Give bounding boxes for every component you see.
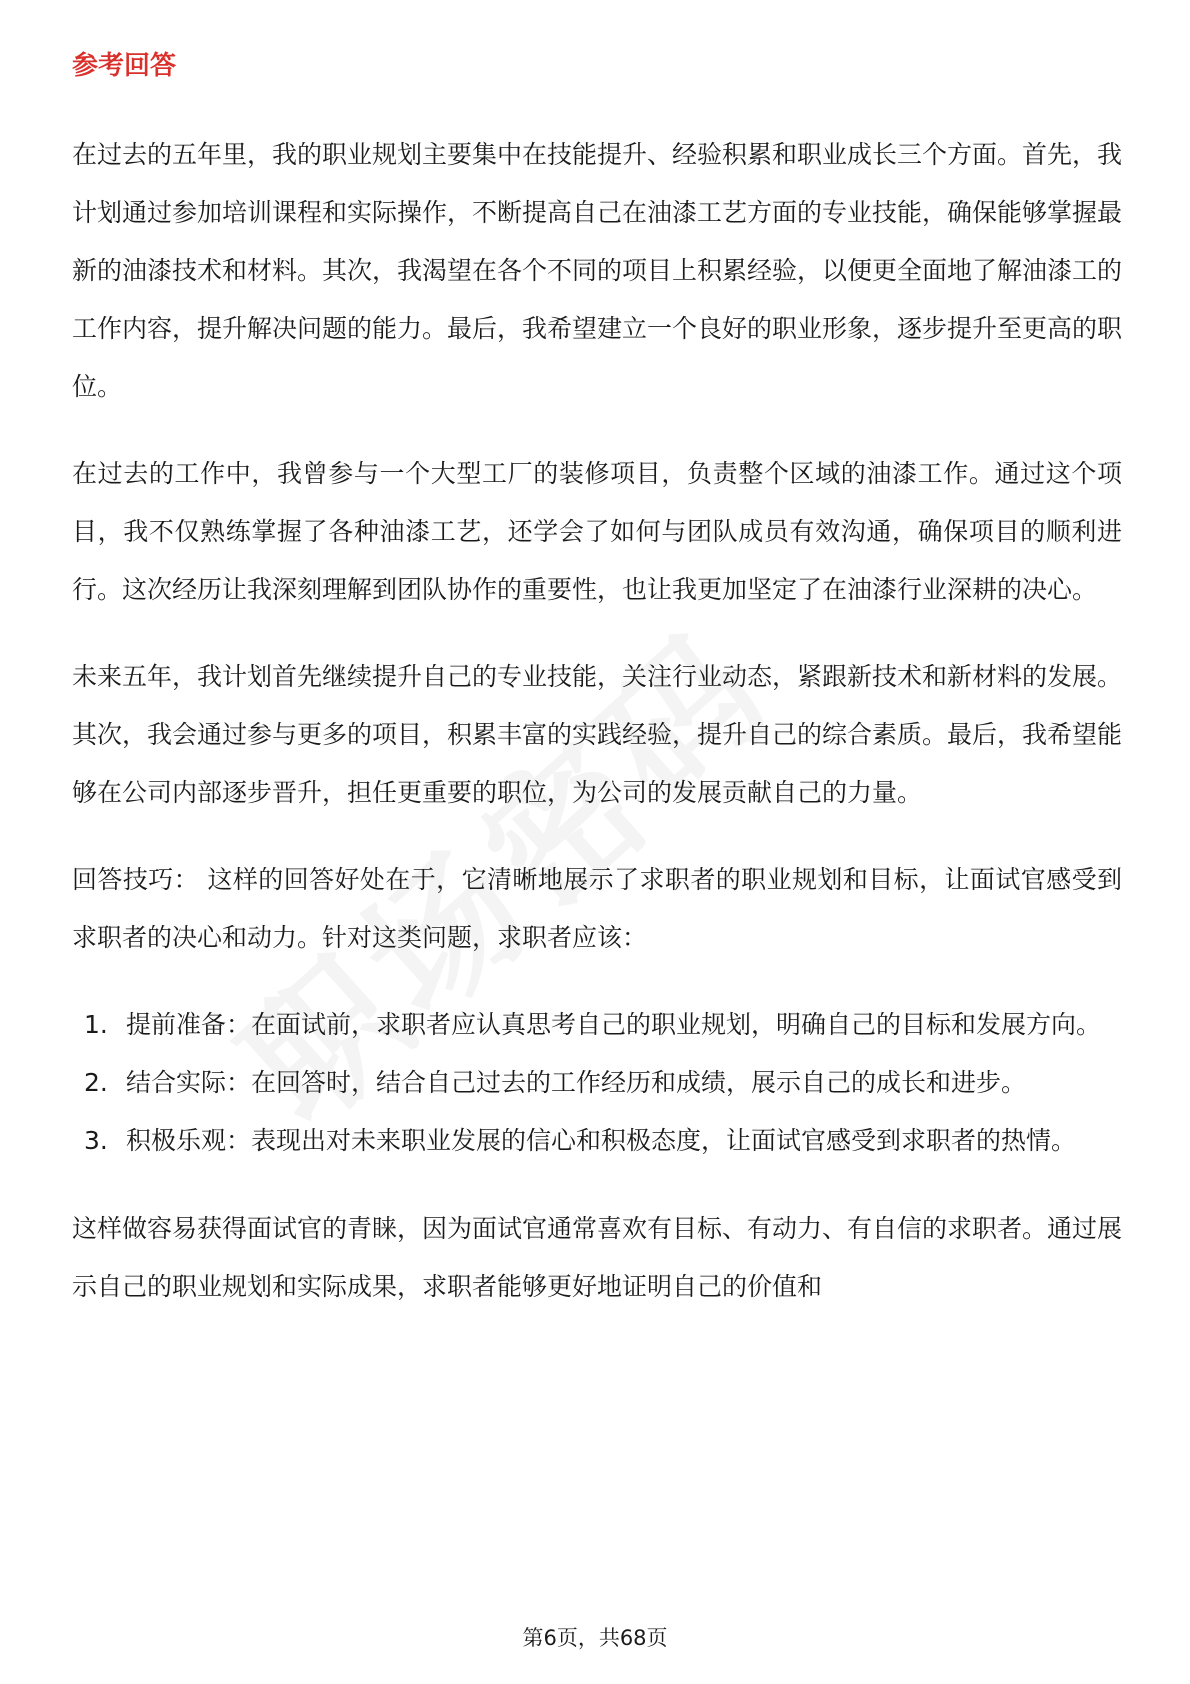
list-item-text: 积极乐观：表现出对未来职业发展的信心和积极态度，让面试官感受到求职者的热情。 [126, 1126, 1077, 1155]
closing-paragraph: 这样做容易获得面试官的青睐，因为面试官通常喜欢有目标、有动力、有自信的求职者。通过展示自己的职业规划和实际成果，求职者能够更好地证明自己的价值和 [72, 1214, 1123, 1301]
list-item-number: 2. [84, 1068, 108, 1097]
list-item [72, 996, 1122, 1054]
paragraph-3: 未来五年，我计划首先继续提升自己的专业技能，关注行业动态，紧跟新技术和新材料的发展。其次，我会通过参与更多的项目，积累丰富的实践经验，提升自己的综合素质。最后，我希望能够在公司内部逐步晋升，担任更重要的职位，为公司的发展贡献自己的力量。 [72, 662, 1123, 807]
section-title: 参考回答 [72, 51, 177, 81]
document-page [72, 48, 1122, 1345]
paragraph-1: 在过去的五年里，我的职业规划主要集中在技能提升、经验积累和职业成长三个方面。首先，我计划通过参加培训课程和实际操作，不断提高自己在油漆工艺方面的专业技能，确保能够掌握最新的油漆技术和材料。其次，我渴望在各个不同的项目上积累经验，以便更全面地了解油漆工的工作内容，提升解决问题的能力。最后，我希望建立一个良好的职业形象，逐步提升至更高的职位。 [72, 140, 1123, 401]
list-item-text: 提前准备：在面试前，求职者应认真思考自己的职业规划，明确自己的目标和发展方向。 [126, 1010, 1102, 1039]
tips-list [72, 996, 1122, 1170]
list-item-number: 3. [84, 1126, 108, 1155]
paragraph-2: 在过去的工作中，我曾参与一个大型工厂的装修项目，负责整个区域的油漆工作。通过这个项目，我不仅熟练掌握了各种油漆工艺，还学会了如何与团队成员有效沟通，确保项目的顺利进行。这次经历让我深刻理解到团队协作的重要性，也让我更加坚定了在油漆行业深耕的决心。 [72, 459, 1122, 604]
page-number: 第6页，共68页 [522, 1626, 668, 1650]
tips-paragraph: 回答技巧： 这样的回答好处在于，它清晰地展示了求职者的职业规划和目标，让面试官感受到求职者的决心和动力。针对这类问题，求职者应该： [72, 865, 1122, 952]
list-item [72, 1054, 1122, 1112]
list-item-number: 1. [84, 1010, 108, 1039]
list-item [72, 1112, 1122, 1170]
list-item-text: 结合实际：在回答时，结合自己过去的工作经历和成绩，展示自己的成长和进步。 [126, 1068, 1027, 1097]
